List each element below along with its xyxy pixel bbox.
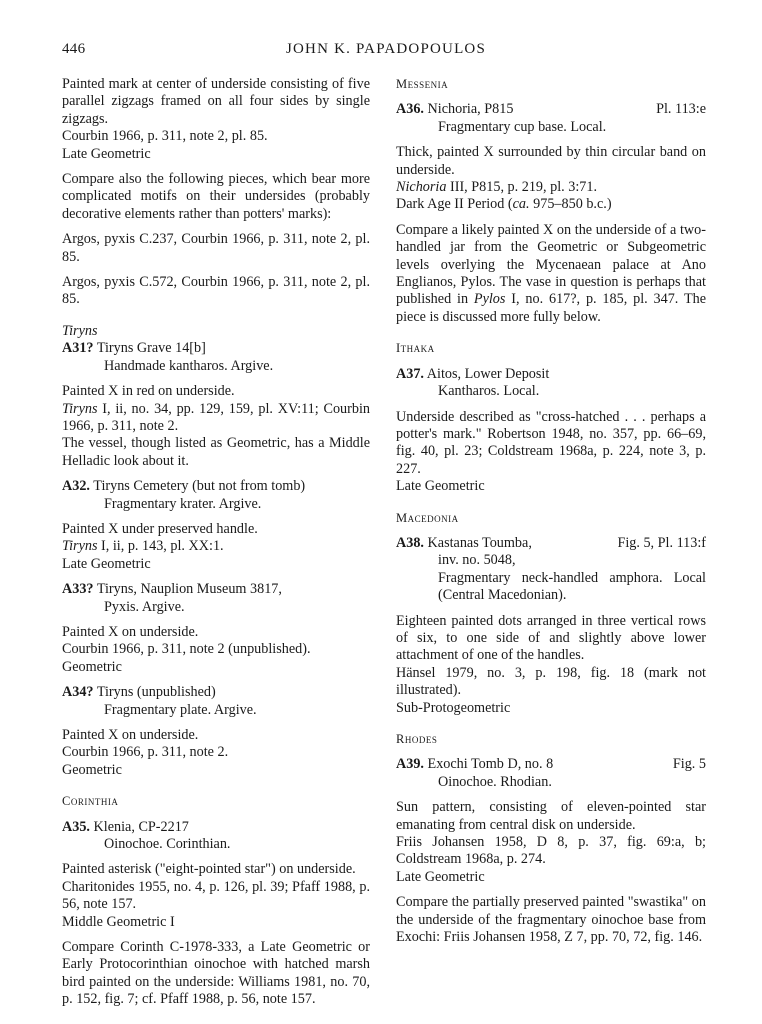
entry-vessel: Fragmentary neck-handled amphora. Local (Central Macedonian).: [438, 569, 706, 604]
entry-vessel: Pyxis. Argive.: [104, 598, 185, 615]
entry-period: Late Geometric: [62, 555, 151, 572]
entry-note: The vessel, though listed as Geometric, has a Middle Helladic look about it.: [62, 435, 370, 469]
entry-id: A39.: [396, 756, 424, 773]
region-heading-rhodes: Rhodes: [396, 732, 438, 746]
intro-period: Late Geometric: [62, 145, 151, 162]
entry-id: A37.: [396, 365, 424, 382]
entry-reference: Tiryns I, ii, no. 34, pp. 129, 159, pl. XV:11; Courbin 1966, p. 311, note 2.: [62, 400, 370, 434]
entry-compare: Compare Corinth C-1978-333, a Late Geometric or Early Protocorinthian oinochoe with hatched marsh bird painted on the underside: Williams 1981, no. 70, p. 152, fig. 7; cf. Pfaff 1988, p. 56, note 157.: [62, 939, 370, 1008]
entry-description: Painted X in red on underside.: [62, 383, 235, 400]
entry-id: A33?: [62, 581, 94, 598]
entry-id: A36.: [396, 101, 424, 118]
intro-reference: Courbin 1966, p. 311, note 2, pl. 85.: [62, 128, 268, 145]
entry-a31: [62, 340, 370, 470]
entry-compare: Compare the partially preserved painted "swastika" on the underside of the fragmentary oinochoe base from Exochi: Friis Johansen 1958, Z 7, pp. 70, 72, fig. 146.: [396, 894, 706, 946]
entry-plate: Pl. 113:e: [656, 101, 706, 118]
entry-reference: Hänsel 1979, no. 3, p. 198, fig. 18 (mark not illustrated).: [396, 664, 706, 699]
entry-description: Underside described as "cross-hatched . . . perhaps a potter's mark." Robertson 1948, no. 357, pp. 66–69, fig. 40, pl. 23; Coldstream 1968a, p. 224, note 3, p. 227.: [396, 408, 706, 477]
entry-a38: [396, 535, 706, 717]
page-header: [62, 41, 710, 63]
argos-reference-2: Argos, pyxis C.572, Courbin 1966, p. 311, note 2, pl. 85.: [62, 274, 370, 308]
entry-period: Middle Geometric I: [62, 913, 175, 930]
entry-a36: [396, 101, 706, 326]
entry-description: Thick, painted X surrounded by thin circular band on underside.: [396, 144, 706, 178]
entry-description: Painted X under preserved handle.: [62, 520, 258, 537]
argos-reference-1: Argos, pyxis C.237, Courbin 1966, p. 311, note 2, pl. 85.: [62, 231, 370, 265]
entry-vessel: Fragmentary krater. Argive.: [104, 495, 262, 512]
entry-a35: [62, 819, 370, 1009]
region-heading-macedonia: Macedonia: [396, 510, 459, 525]
entry-period: Late Geometric: [396, 868, 485, 885]
running-head: JOHN K. PAPADOPOULOS: [285, 41, 487, 57]
entry-period: Geometric: [62, 658, 122, 675]
entry-a32: [62, 478, 370, 573]
entry-vessel: Fragmentary plate. Argive.: [104, 701, 257, 718]
entry-description: Painted asterisk ("eight-pointed star") on underside.: [62, 861, 356, 878]
entry-a37: [396, 366, 706, 496]
entry-site: Klenia, CP-2217: [93, 818, 189, 835]
entry-vessel: Handmade kantharos. Argive.: [104, 357, 274, 374]
entry-vessel: Fragmentary cup base. Local.: [438, 118, 607, 135]
entry-plate: Fig. 5: [672, 756, 706, 773]
entry-reference: Charitonides 1955, no. 4, p. 126, pl. 39; Pfaff 1988, p. 56, note 157.: [62, 878, 370, 913]
region-heading-tiryns: Tiryns: [62, 322, 98, 339]
region-heading-corinthia: Corinthia: [62, 794, 119, 809]
compare-paragraph: Compare also the following pieces, which bear more complicated motifs on their undersides (probably decorative elements rather than potters' marks):: [62, 171, 370, 222]
entry-reference: Tiryns I, ii, p. 143, pl. XX:1.: [62, 538, 224, 555]
entry-vessel: Oinochoe. Rhodian.: [438, 773, 552, 790]
entry-reference: Courbin 1966, p. 311, note 2.: [62, 744, 229, 761]
entry-plate: Fig. 5, Pl. 113:f: [617, 534, 706, 551]
right-column: [396, 76, 706, 946]
entry-a39: [396, 756, 706, 946]
entry-site: Tiryns Cemetery (but not from tomb): [93, 478, 306, 495]
entry-period: Sub-Protogeometric: [396, 699, 511, 716]
entry-description: Eighteen painted dots arranged in three vertical rows of six, to one side of and slightly above lower attachment of one of the handles.: [396, 612, 706, 664]
entry-period: Late Geometric: [396, 478, 485, 495]
intro-description: Painted mark at center of underside consisting of five parallel zigzags framed on all four sides by single zigzags.: [62, 76, 370, 127]
entry-vessel: Oinochoe. Corinthian.: [104, 836, 231, 853]
entry-site: Tiryns Grave 14[b]: [96, 340, 206, 357]
entry-a34: [62, 684, 370, 779]
entry-id: A32.: [62, 478, 90, 495]
entry-reference: Nichoria III, P815, p. 219, pl. 3:71.: [396, 179, 597, 196]
entry-site: Tiryns (unpublished): [96, 684, 216, 701]
entry-id: A35.: [62, 818, 90, 835]
entry-id: A34?: [62, 684, 94, 701]
entry-inventory: inv. no. 5048,: [438, 552, 516, 569]
left-column: [62, 76, 370, 1009]
entry-compare: Compare a likely painted X on the underside of a two-handled jar from the Geometric or Subgeometric levels overlying the Mycenaean palace at Ano Englianos, Pylos. The vase in question is perhaps that published in Pylos I, no. 617?, p. 185, pl. 347. The piece is discussed more fully below.: [396, 221, 706, 325]
entry-site: Tiryns, Nauplion Museum 3817,: [96, 581, 282, 598]
region-heading-messenia: Messenia: [396, 77, 449, 91]
entry-site: Nichoria, P815: [427, 101, 514, 118]
entry-reference: Courbin 1966, p. 311, note 2 (unpublished).: [62, 641, 311, 658]
region-heading-ithaka: Ithaka: [396, 341, 435, 356]
entry-site: Kastanas Toumba,: [427, 534, 532, 551]
page-number: 446: [62, 41, 86, 57]
entry-id: A31?: [62, 340, 94, 357]
entry-period: Geometric: [62, 761, 122, 778]
entry-reference: Friis Johansen 1958, D 8, p. 37, fig. 69:a, b; Coldstream 1968a, p. 274.: [396, 834, 706, 868]
entry-description: Painted X on underside.: [62, 727, 199, 743]
entry-a33: [62, 581, 370, 676]
entry-vessel: Kantharos. Local.: [438, 383, 540, 400]
entry-description: Sun pattern, consisting of eleven-pointed star emanating from central disk on underside.: [396, 799, 706, 833]
entry-id: A38.: [396, 534, 424, 551]
entry-period: Dark Age II Period (ca. 975–850 b.c.): [396, 196, 612, 213]
entry-site: Exochi Tomb D, no. 8: [427, 756, 554, 773]
entry-description: Painted X on underside.: [62, 623, 199, 640]
entry-site: Aitos, Lower Deposit: [426, 365, 550, 382]
